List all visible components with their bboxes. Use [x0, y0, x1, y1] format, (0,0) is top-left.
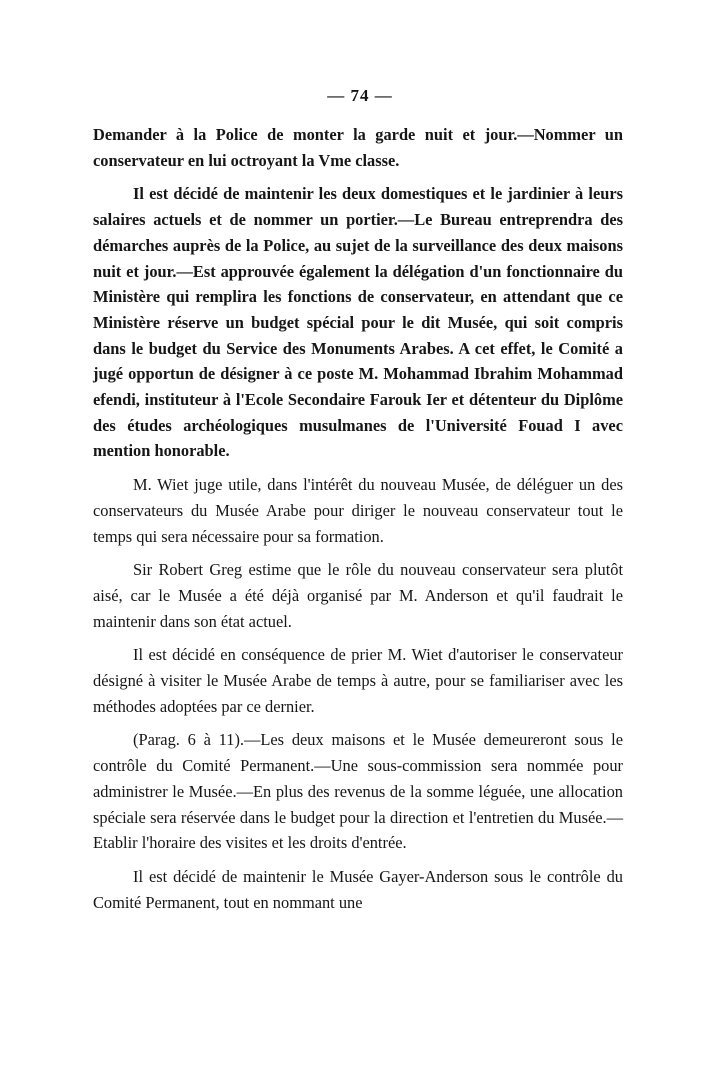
- paragraph-5: Il est décidé en conséquence de prier M. Wiet d'autoriser le conservateur désigné à visiter le Musée Arabe de temps à autre, pour se familiariser avec les méthodes adoptées par ce dernier.: [93, 645, 623, 716]
- paragraph-3: M. Wiet juge utile, dans l'intérêt du nouveau Musée, de déléguer un des conservateurs du Musée Arabe pour diriger le nouveau conservateur tout le temps qui sera nécessaire pour sa formation.: [93, 475, 623, 546]
- page-number: — 74 —: [327, 86, 393, 105]
- paragraph-1: Demander à la Police de monter la garde nuit et jour.—Nommer un conservateur en lui octroyant la Vme classe.: [93, 125, 623, 170]
- paragraph-6: (Parag. 6 à 11).—Les deux maisons et le Musée demeureront sous le contrôle du Comité Permanent.—Une sous-commission sera nommée pour administrer le Musée.—En plus des revenus de la somme léguée, une allocation spéciale sera réservée dans le budget pour la direction et l'entretien du Musée.—Etablir l'horaire des visites et les droits d'entrée.: [93, 730, 623, 853]
- paragraph-2: Il est décidé de maintenir les deux domestiques et le jardinier à leurs salaires actuels et de nommer un portier.—Le Bureau entreprendra des démarches auprès de la Police, au sujet de la surveillance des deux maisons nuit et jour.—Est approuvée également la délégation d'un fonctionnaire du Ministère qui remplira les fonctions de conservateur, en attendant que ce Ministère réserve un budget spécial pour le dit Musée, qui soit compris dans le budget du Service des Monuments Arabes. A cet effet, le Comité a jugé opportun de désigner à ce poste M. Mohammad Ibrahim Mohammad efendi, instituteur à l'Ecole Secondaire Farouk Ier et détenteur du Diplôme des études archéologiques musulmanes de l'Université Fouad I avec mention honorable.: [93, 184, 623, 461]
- paragraph-4: Sir Robert Greg estime que le rôle du nouveau conservateur sera plutôt aisé, car le Musée a été déjà organisé par M. Anderson et qu'il faudrait le maintenir dans son état actuel.: [93, 560, 623, 631]
- paragraph-7: Il est décidé de maintenir le Musée Gayer-Anderson sous le contrôle du Comité Permanent, tout en nommant une: [93, 866, 623, 912]
- body-text: [93, 122, 623, 915]
